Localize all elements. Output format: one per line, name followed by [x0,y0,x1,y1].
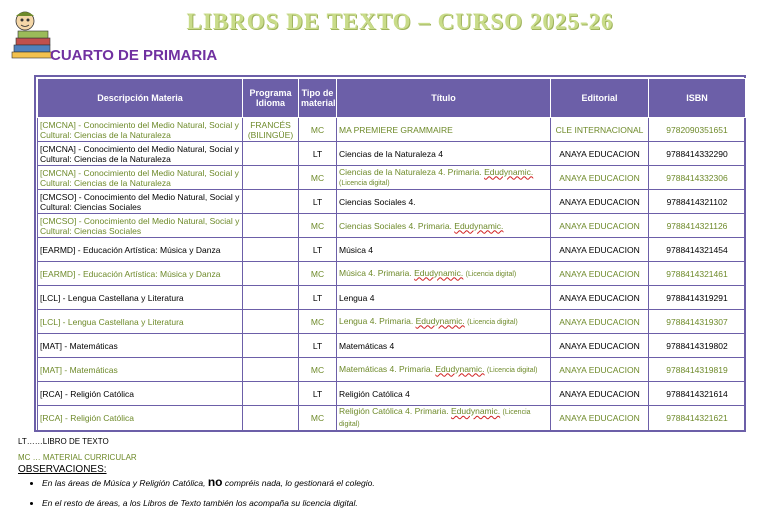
programa-cell [243,334,299,358]
titulo-cell [337,166,551,190]
titulo-text: Religión Católica 4. Primaria. [339,406,449,416]
titulo-cell [337,238,551,262]
titulo-cell [337,214,551,238]
materia-cell: [CMCNA] - Conocimiento del Medio Natural, Social y Cultural: Ciencias de la Naturaleza [38,142,243,166]
tipo-cell: LT [299,286,337,310]
materia-cell: [CMCSO] - Conocimiento del Medio Natural, Social y Cultural: Ciencias Sociales [38,214,243,238]
programa-cell [243,406,299,431]
note-text: En las áreas de Música y Religión Católica, [42,478,206,488]
tipo-cell: MC [299,214,337,238]
programa-cell [243,214,299,238]
titulo-cell [337,286,551,310]
materia-cell: [LCL] - Lengua Castellana y Literatura [38,310,243,334]
tipo-cell: MC [299,262,337,286]
observations-heading: OBSERVACIONES: [18,464,107,475]
table-row [38,358,746,382]
programa-cell [243,190,299,214]
titulo-text: Matemáticas 4. Primaria. [339,363,433,374]
column-header: Título [337,79,551,118]
table-row [38,262,746,286]
legend-mc: MC … MATERIAL CURRICULAR [18,453,137,462]
observation-note [42,476,642,489]
titulo-text: Ciencias de la Naturaleza 4. Primaria. [339,166,482,177]
titulo-brand: Edudynamic. [415,315,465,326]
column-header: Tipo de material [299,79,337,118]
editorial-cell: ANAYA EDUCACION [551,358,649,382]
table-row [38,286,746,310]
table-row [38,214,746,238]
table-row [38,142,746,166]
materia-cell: [EARMD] - Educación Artística: Música y Danza [38,238,243,262]
titulo-text: Lengua 4. Primaria. [339,315,414,326]
editorial-cell: ANAYA EDUCACION [551,214,649,238]
table-row [38,118,746,142]
materia-cell: [RCA] - Religión Católica [38,382,243,406]
programa-cell [243,142,299,166]
table-row [38,238,746,262]
table-row [38,382,746,406]
isbn-cell: 9782090351651 [649,118,746,142]
titulo-cell [337,310,551,334]
table-row [38,334,746,358]
licencia-note: (Licencia digital) [486,366,538,374]
tipo-cell: LT [299,142,337,166]
note-text: compréis nada, lo gestionará el colegio. [224,478,375,488]
titulo-cell [337,358,551,382]
titulo-brand: Edudynamic. [454,220,504,231]
table-row [38,166,746,190]
isbn-cell: 9788414321102 [649,190,746,214]
isbn-cell: 9788414321621 [649,406,746,431]
editorial-cell: ANAYA EDUCACION [551,142,649,166]
isbn-cell: 9788414319802 [649,334,746,358]
books-table [37,78,746,431]
titulo-cell [337,334,551,358]
programa-cell [243,238,299,262]
books-logo-icon [8,8,56,60]
page-title: LIBROS DE TEXTO – CURSO 2025-26 [186,9,614,34]
titulo-cell [337,190,551,214]
editorial-cell: ANAYA EDUCACION [551,262,649,286]
titulo-cell [337,262,551,286]
isbn-cell: 9788414332290 [649,142,746,166]
titulo-text: Ciencias de la Naturaleza 4 [339,148,443,159]
tipo-cell: LT [299,190,337,214]
titulo-text: Matemáticas 4 [339,340,395,351]
observation-note: • En el resto de áreas, a los Libros de Texto también los acompaña su licencia digital. [42,497,642,509]
tipo-cell: LT [299,334,337,358]
materia-cell: [CMCSO] - Conocimiento del Medio Natural, Social y Cultural: Ciencias Sociales [38,190,243,214]
titulo-text: Música 4. Primaria. [339,267,412,278]
column-header: Descripción Materia [38,79,243,118]
titulo-cell [337,382,551,406]
editorial-cell: ANAYA EDUCACION [551,382,649,406]
table-header-row [38,79,746,118]
titulo-cell [337,406,551,431]
isbn-cell: 9788414319819 [649,358,746,382]
table-row [38,406,746,431]
table-row [38,310,746,334]
titulo-text: Ciencias Sociales 4. [339,196,416,207]
editorial-cell: ANAYA EDUCACION [551,406,649,431]
isbn-cell: 9788414319307 [649,310,746,334]
titulo-text: Lengua 4 [339,292,375,303]
programa-cell: FRANCÉS (BILINGÜE) [243,118,299,142]
page-subtitle: CUARTO DE PRIMARIA [50,47,218,64]
isbn-cell: 9788414321126 [649,214,746,238]
titulo-text: Ciencias Sociales 4. Primaria. [339,220,452,231]
titulo-cell [337,118,551,142]
materia-cell: [EARMD] - Educación Artística: Música y Danza [38,262,243,286]
tipo-cell: MC [299,406,337,431]
isbn-cell: 9788414321461 [649,262,746,286]
materia-cell: [MAT] - Matemáticas [38,358,243,382]
tipo-cell: MC [299,358,337,382]
materia-cell: [CMCNA] - Conocimiento del Medio Natural, Social y Cultural: Ciencias de la Naturaleza [38,166,243,190]
tipo-cell: MC [299,310,337,334]
editorial-cell: ANAYA EDUCACION [551,334,649,358]
licencia-note: (Licencia digital) [465,270,517,278]
titulo-brand: Edudynamic. [450,406,501,416]
column-header: Programa Idioma [243,79,299,118]
titulo-brand: Edudynamic. [484,166,534,177]
licencia-note: (Licencia digital) [467,318,518,326]
tipo-cell: LT [299,382,337,406]
titulo-text: Religión Católica 4 [339,388,410,399]
note-emphasis: no [207,475,223,489]
titulo-cell [337,142,551,166]
programa-cell [243,262,299,286]
programa-cell [243,286,299,310]
materia-cell: [MAT] - Matemáticas [38,334,243,358]
licencia-note: (Licencia digital) [339,179,390,187]
legend-lt: LT……LIBRO DE TEXTO [18,437,109,446]
materia-cell: [RCA] - Religión Católica [38,406,243,431]
books-table-container [34,75,746,432]
tipo-cell: LT [299,238,337,262]
titulo-text: Música 4 [339,244,374,255]
programa-cell [243,166,299,190]
titulo-brand: Edudynamic. [414,267,464,278]
editorial-cell: CLE INTERNACIONAL [551,118,649,142]
editorial-cell: ANAYA EDUCACION [551,166,649,190]
isbn-cell: 9788414321454 [649,238,746,262]
observations-list [30,476,642,517]
isbn-cell: 9788414321614 [649,382,746,406]
column-header: ISBN [649,79,746,118]
tipo-cell: MC [299,118,337,142]
programa-cell [243,358,299,382]
column-header: Editorial [551,79,649,118]
isbn-cell: 9788414319291 [649,286,746,310]
table-row [38,190,746,214]
isbn-cell: 9788414332306 [649,166,746,190]
titulo-brand: Edudynamic. [435,363,485,374]
programa-cell [243,382,299,406]
editorial-cell: ANAYA EDUCACION [551,190,649,214]
editorial-cell: ANAYA EDUCACION [551,286,649,310]
licencia-note: (Licencia digital) [339,409,531,428]
editorial-cell: ANAYA EDUCACION [551,238,649,262]
titulo-text: MA PREMIERE GRAMMAIRE [339,124,453,135]
editorial-cell: ANAYA EDUCACION [551,310,649,334]
programa-cell [243,310,299,334]
materia-cell: [LCL] - Lengua Castellana y Literatura [38,286,243,310]
materia-cell: [CMCNA] - Conocimiento del Medio Natural, Social y Cultural: Ciencias de la Naturaleza [38,118,243,142]
tipo-cell: MC [299,166,337,190]
